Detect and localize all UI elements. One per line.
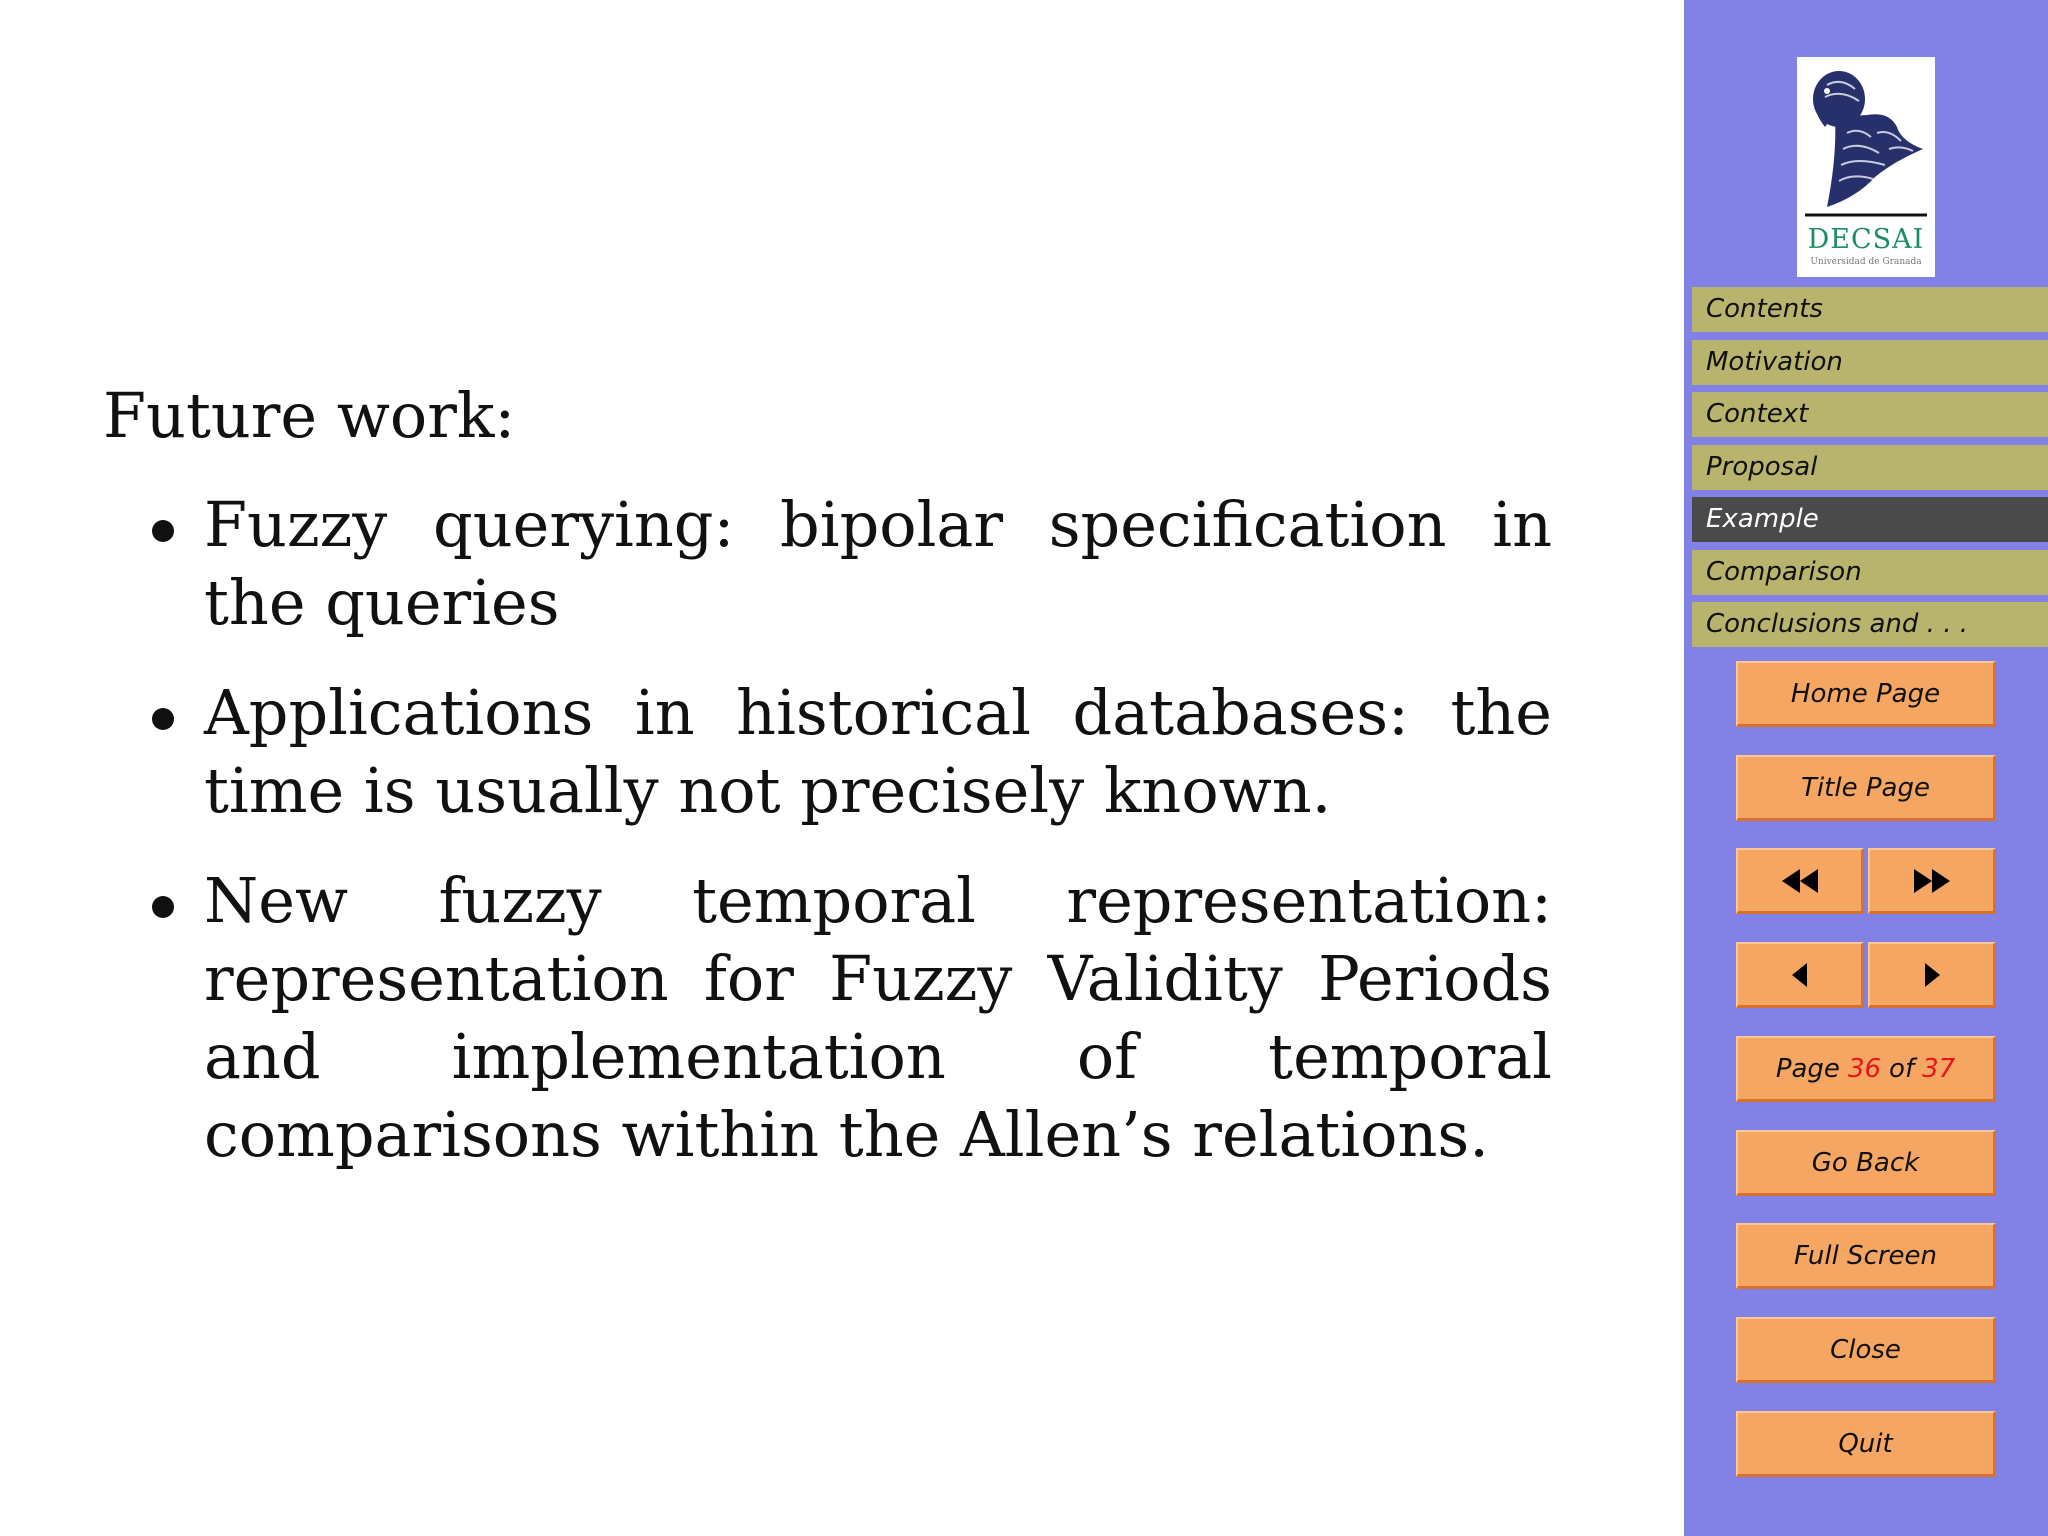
bullet-text: Fuzzy querying: bipolar specification in the queries xyxy=(204,488,1552,639)
bullet-item xyxy=(148,862,1552,1174)
go-back-button[interactable]: Go Back xyxy=(1736,1130,1996,1196)
bullet-dot-icon xyxy=(152,896,174,918)
nav-item-conclusions[interactable]: Conclusions and . . . xyxy=(1692,602,2048,647)
full-screen-button[interactable]: Full Screen xyxy=(1736,1223,1996,1289)
nav-item-proposal[interactable]: Proposal xyxy=(1692,445,2048,490)
of-word: of xyxy=(1889,1053,1915,1084)
close-button[interactable]: Close xyxy=(1736,1317,1996,1383)
logo-name: DECSAI xyxy=(1807,224,1925,255)
bullet-text: New fuzzy temporal representation: representation for Fuzzy Validity Periods and implementation of temporal comparisons within the Allen’s relations. xyxy=(204,864,1552,1171)
bullet-dot-icon xyxy=(152,708,174,730)
page-indicator xyxy=(1736,1036,1996,1102)
navigation-sidebar xyxy=(1684,0,2048,1536)
eagle-emblem-icon xyxy=(1797,57,1935,222)
current-page-number: 36 xyxy=(1847,1053,1882,1084)
last-page-button[interactable] xyxy=(1868,848,1996,914)
nav-item-example[interactable]: Example xyxy=(1692,497,2048,542)
previous-page-button[interactable] xyxy=(1736,942,1864,1008)
decsai-logo xyxy=(1797,57,1935,277)
double-left-arrow-icon xyxy=(1780,868,1820,894)
next-page-button[interactable] xyxy=(1868,942,1996,1008)
nav-item-context[interactable]: Context xyxy=(1692,392,2048,437)
home-page-button[interactable]: Home Page xyxy=(1736,661,1996,727)
bullet-item xyxy=(148,486,1552,642)
bullet-dot-icon xyxy=(152,520,174,542)
quit-button[interactable]: Quit xyxy=(1736,1411,1996,1477)
double-right-arrow-icon xyxy=(1912,868,1952,894)
bullet-list xyxy=(148,486,1552,1206)
left-arrow-icon xyxy=(1790,962,1810,988)
nav-item-comparison[interactable]: Comparison xyxy=(1692,550,2048,595)
logo-subtitle: Universidad de Granada xyxy=(1810,257,1922,267)
section-nav xyxy=(1692,287,2048,655)
bullet-text: Applications in historical databases: the time is usually not precisely known. xyxy=(204,676,1552,827)
nav-item-motivation[interactable]: Motivation xyxy=(1692,340,2048,385)
total-pages-number: 37 xyxy=(1922,1053,1956,1084)
title-page-button[interactable]: Title Page xyxy=(1736,755,1996,821)
page-word: Page xyxy=(1775,1053,1840,1084)
right-arrow-icon xyxy=(1922,962,1942,988)
first-page-button[interactable] xyxy=(1736,848,1864,914)
nav-item-contents[interactable]: Contents xyxy=(1692,287,2048,332)
slide-heading: Future work: xyxy=(103,379,516,452)
bullet-item xyxy=(148,674,1552,830)
